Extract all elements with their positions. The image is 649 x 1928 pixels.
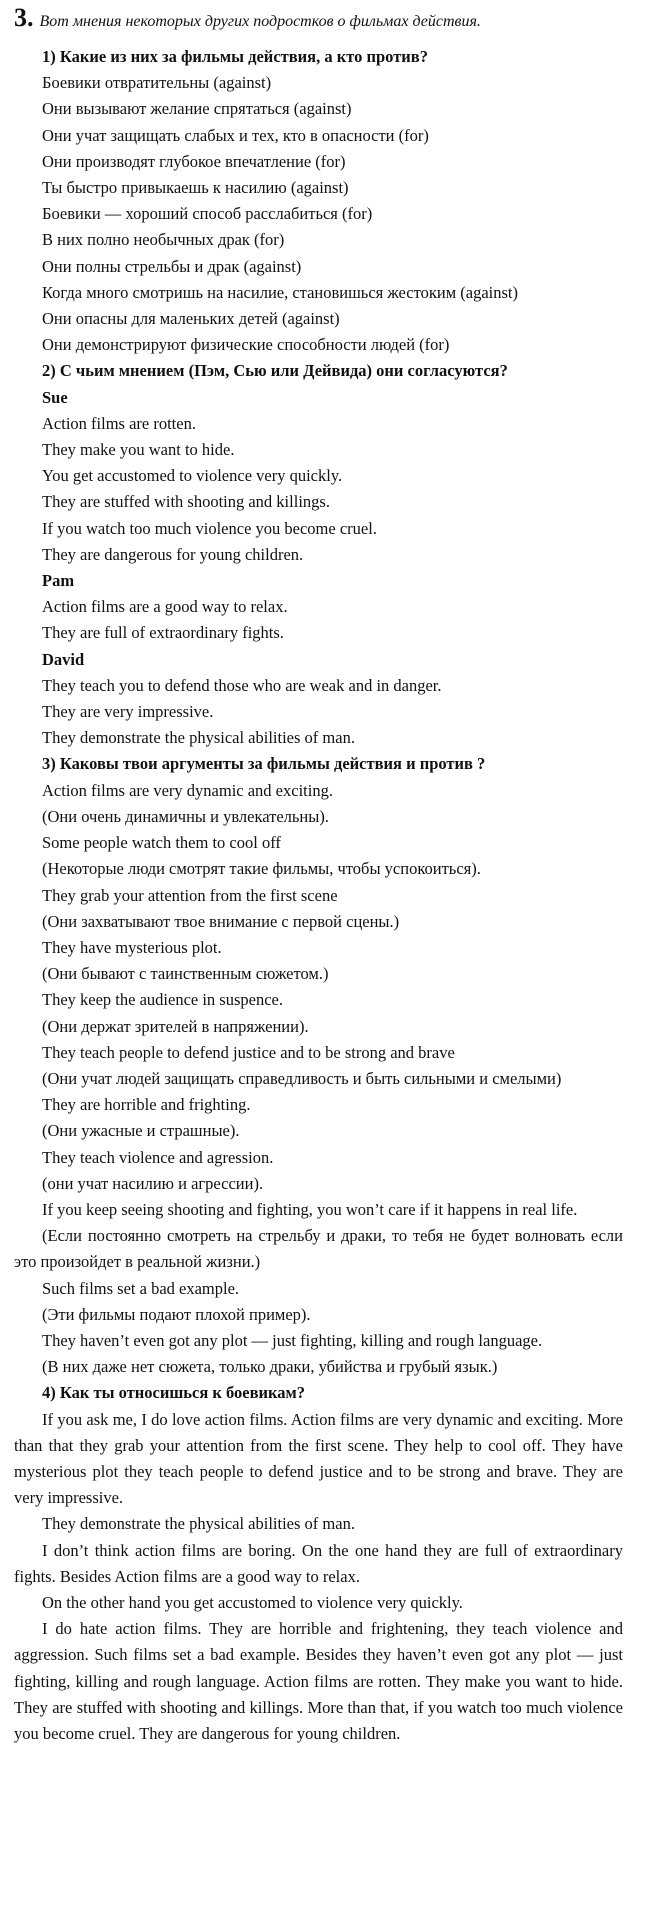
s3-line: (Они ужасные и страшные). [42,1121,240,1141]
s3-line-wrapped: If you keep seeing shooting and fighting, you won’t care if it happens in real life. [42,1199,578,1219]
task-header [14,3,623,34]
speaker-sue: Sue [42,387,68,407]
s1-item: В них полно необычных драк (for) [42,230,285,250]
s3-line: They are horrible and frighting. [42,1095,251,1115]
question-1: 1) Какие из них за фильмы действия, а кто против? [42,47,428,66]
speaker-david: David [42,649,85,669]
s1-item: Ты быстро привыкаешь к насилию (against) [42,178,349,198]
s1-item: Они опасны для маленьких детей (against) [42,309,340,329]
s3-line-wrapped: (Если постоянно смотреть на стрельбу и драки, то тебя не будет волновать если это произойдет в реальной жизни.) [14,1226,623,1272]
sue-opinion: If you watch too much violence you become cruel. [42,518,377,538]
question-2: 2) С чьим мнением (Пэм, Сью или Дейвида) они согласуются? [42,361,508,381]
s1-item: Они вызывают желание спрятаться (against) [42,99,352,119]
sue-opinion: They are stuffed with shooting and killings. [42,492,330,512]
s1-item: Боевики отвратительны (against) [42,73,272,93]
s3-line: (они учат насилию и агрессии). [42,1173,264,1193]
s3-line: They teach people to defend justice and to be strong and brave [42,1042,455,1062]
s3-line: (Эти фильмы подают плохой пример). [42,1304,311,1324]
s3-line-wrapped: (Они учат людей защищать справедливость и быть сильными и смелыми) [42,1068,562,1088]
s3-line: They keep the audience in suspence. [42,990,283,1010]
s3-line: (Они захватывают твое внимание с первой сцены.) [42,911,400,931]
s4-paragraph: I don’t think action films are boring. On the one hand they are full of extraordinary fights. Besides Action films are a good way to relax. [14,1540,623,1586]
s3-line: (В них даже нет сюжета, только драки, убийства и грубый язык.) [42,1357,498,1377]
task-intro: Вот мнения некоторых других подростков о фильмах действия. [39,13,481,30]
s1-item: Они полны стрельбы и драк (against) [42,256,302,276]
s1-item-wrapped: Когда много смотришь на насилие, становишься жестоким (against) [42,282,518,302]
s4-paragraph: If you ask me, I do love action films. Action films are very dynamic and exciting. More than that they grab your attention from the first scene. They help to cool off. They have mysterious plot they teach people to defend justice and to be strong and brave. They are very impressive. [14,1409,623,1508]
s1-item: Они учат защищать слабых и тех, кто в опасности (for) [42,125,429,145]
pam-opinion: They are full of extraordinary fights. [42,623,284,643]
s1-item: Боевики — хороший способ расслабиться (for) [42,204,373,224]
s3-line-wrapped: They haven’t even got any plot — just fighting, killing and rough language. [42,1330,543,1350]
sue-opinion: They are dangerous for young children. [42,544,304,564]
question-3: 3) Каковы твои аргументы за фильмы действия и против ? [42,754,486,774]
s3-line: They teach violence and agression. [42,1147,274,1167]
sue-opinion: You get accustomed to violence very quickly. [42,466,343,486]
s4-paragraph: On the other hand you get accustomed to violence very quickly. [42,1592,463,1612]
question-4: 4) Как ты относишься к боевикам? [42,1383,306,1403]
s3-line: (Они очень динамичны и увлекательны). [42,806,329,826]
s3-line: (Они бывают с таинственным сюжетом.) [42,964,329,984]
s3-line: Some people watch them to cool off [42,833,281,853]
s1-item: Они производят глубокое впечатление (for) [42,151,346,171]
s4-paragraph: They demonstrate the physical abilities of man. [42,1514,355,1534]
s3-line: Action films are very dynamic and exciting. [42,780,333,800]
sue-opinion: Action films are rotten. [42,413,196,433]
david-opinion: They are very impressive. [42,702,214,722]
speaker-pam: Pam [42,571,75,591]
s3-line: (Некоторые люди смотрят такие фильмы, чтобы успокоиться). [42,859,481,879]
sue-opinion: They make you want to hide. [42,440,235,460]
s3-line: (Они держат зрителей в напряжении). [42,1016,309,1036]
s1-item: Они демонстрируют физические способности людей (for) [42,335,450,355]
s3-line: They have mysterious plot. [42,937,222,957]
david-opinion: They demonstrate the physical abilities of man. [42,728,355,748]
s3-line: They grab your attention from the first scene [42,885,338,905]
s4-paragraph: I do hate action films. They are horrible and frightening, they teach violence and aggression. Such films set a bad example. Besides they haven’t even got any plot — just fighting, killing and rough language. Action films are rotten. They make you want to hide. They are stuffed with shooting and killings. More than that, if you watch too much violence you become cruel. They are dangerous for young children. [14,1619,623,1743]
s3-line: Such films set a bad example. [42,1278,240,1298]
david-opinion: They teach you to defend those who are weak and in danger. [42,675,442,695]
task-number: 3. [14,3,34,32]
pam-opinion: Action films are a good way to relax. [42,597,288,617]
